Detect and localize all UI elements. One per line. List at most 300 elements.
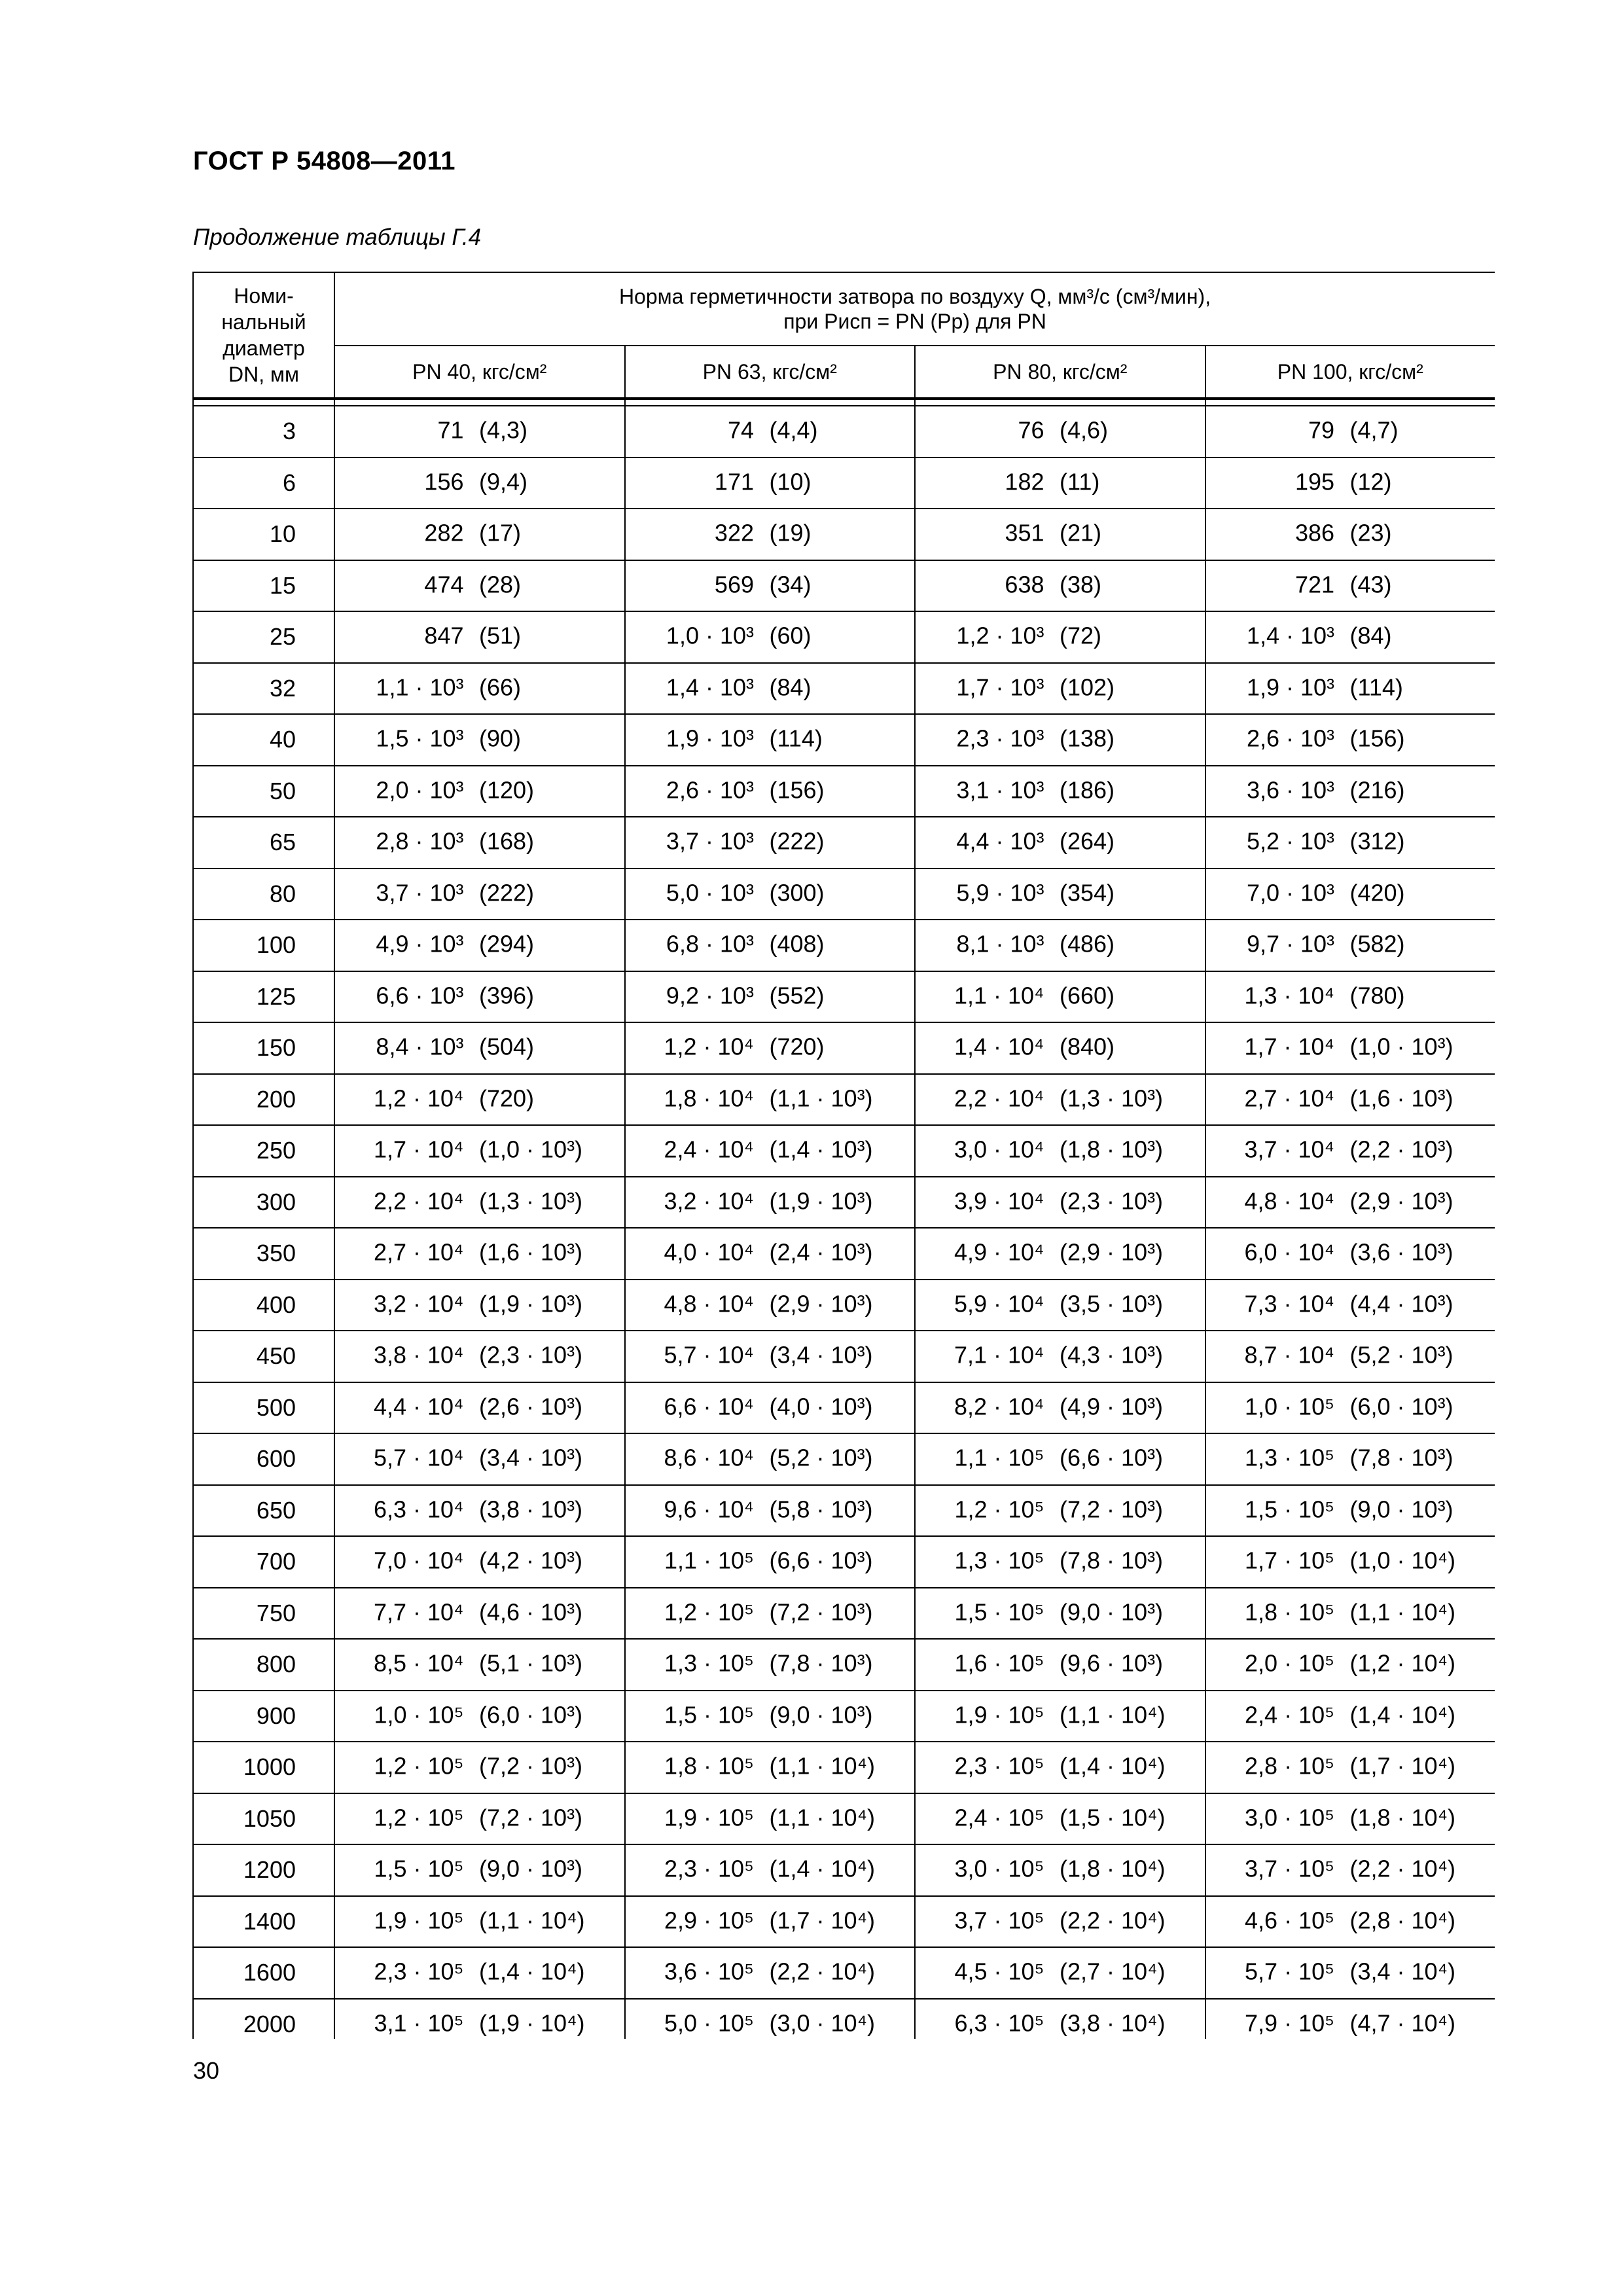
value-cell: [334, 663, 625, 715]
value-cell: [915, 1639, 1205, 1691]
leakage-cm3-per-min: (2,6 · 10³): [479, 1393, 583, 1420]
leakage-mm3-per-s: 9,7 · 10³: [1246, 930, 1335, 958]
leakage-cm3-per-min: (2,3 · 10³): [1060, 1187, 1164, 1215]
leakage-mm3-per-s: 1,2 · 10⁵: [954, 1496, 1044, 1523]
value-cell: [915, 663, 1205, 715]
leakage-cm3-per-min: (156): [1349, 725, 1405, 752]
leakage-mm3-per-s: 4,0 · 10⁴: [664, 1238, 754, 1266]
table-row: [193, 1742, 1495, 1793]
leakage-mm3-per-s: 2,8 · 10³: [376, 827, 464, 855]
leakage-mm3-per-s: 351: [1005, 519, 1044, 547]
leakage-mm3-per-s: 3,7 · 10³: [376, 879, 464, 906]
leakage-mm3-per-s: 1,6 · 10⁵: [954, 1649, 1044, 1677]
leakage-cm3-per-min: (28): [479, 571, 522, 598]
leakage-cm3-per-min: (216): [1349, 776, 1405, 804]
value-cell: [334, 1691, 625, 1742]
leakage-mm3-per-s: 8,4 · 10³: [376, 1033, 464, 1060]
leakage-cm3-per-min: (1,4 · 10⁴): [769, 1855, 876, 1882]
value-cell: [334, 1588, 625, 1640]
leakage-mm3-per-s: 1,9 · 10³: [666, 725, 754, 752]
leakage-cm3-per-min: (5,8 · 10³): [769, 1496, 873, 1523]
dn-cell: 750: [193, 1588, 334, 1640]
leakage-mm3-per-s: 8,6 · 10⁴: [664, 1444, 754, 1471]
leakage-cm3-per-min: (1,1 · 10⁴): [769, 1804, 876, 1831]
value-cell: [334, 920, 625, 971]
leakage-cm3-per-min: (1,5 · 10⁴): [1060, 1804, 1166, 1831]
leakage-cm3-per-min: (6,6 · 10³): [769, 1547, 873, 1574]
value-cell: [334, 869, 625, 920]
table-row: [193, 1125, 1495, 1177]
leakage-mm3-per-s: 1,5 · 10⁵: [374, 1855, 464, 1882]
leakage-cm3-per-min: (7,2 · 10³): [479, 1804, 583, 1831]
leakage-mm3-per-s: 2,3 · 10⁵: [664, 1855, 754, 1882]
value-cell: [625, 817, 916, 869]
leakage-cm3-per-min: (1,1 · 10⁴): [479, 1907, 585, 1934]
leakage-cm3-per-min: (4,6 · 10³): [479, 1598, 583, 1626]
dn-cell: 1400: [193, 1896, 334, 1948]
value-cell: [334, 1793, 625, 1845]
leakage-cm3-per-min: (5,2 · 10³): [1349, 1341, 1454, 1369]
leakage-cm3-per-min: (300): [769, 879, 825, 906]
leakage-mm3-per-s: 3,7 · 10⁵: [954, 1907, 1044, 1934]
value-cell: [915, 1999, 1205, 2039]
leakage-mm3-per-s: 1,5 · 10⁵: [1245, 1496, 1335, 1523]
leakage-mm3-per-s: 6,6 · 10⁴: [664, 1393, 754, 1420]
value-cell: [625, 457, 916, 509]
value-cell: [334, 457, 625, 509]
dn-cell: 600: [193, 1433, 334, 1485]
value-cell: [625, 611, 916, 663]
table-caption: Продолжение таблицы Г.4: [193, 224, 482, 250]
leakage-mm3-per-s: 2,3 · 10⁵: [954, 1752, 1044, 1780]
leakage-cm3-per-min: (9,0 · 10³): [1060, 1598, 1164, 1626]
leakage-cm3-per-min: (4,4): [769, 416, 818, 444]
table-row: [193, 1433, 1495, 1485]
dn-cell: 450: [193, 1331, 334, 1382]
document-code: ГОСТ Р 54808—2011: [193, 147, 455, 175]
value-cell: [625, 1022, 916, 1074]
dn-cell: 1050: [193, 1793, 334, 1845]
table-row: [193, 1536, 1495, 1588]
leakage-mm3-per-s: 1,9 · 10⁵: [954, 1701, 1044, 1729]
leakage-cm3-per-min: (3,5 · 10³): [1060, 1290, 1164, 1318]
leakage-cm3-per-min: (840): [1060, 1033, 1115, 1060]
value-cell: [625, 1125, 916, 1177]
leakage-mm3-per-s: 2,0 · 10⁵: [1245, 1649, 1335, 1677]
leakage-mm3-per-s: 3,6 · 10³: [1246, 776, 1335, 804]
leakage-mm3-per-s: 1,3 · 10⁵: [664, 1649, 754, 1677]
leakage-mm3-per-s: 2,9 · 10⁵: [664, 1907, 754, 1934]
leakage-mm3-per-s: 4,8 · 10⁴: [664, 1290, 754, 1318]
leakage-mm3-per-s: 1,8 · 10⁴: [664, 1085, 754, 1112]
value-cell: [334, 1896, 625, 1948]
value-cell: [625, 920, 916, 971]
leakage-mm3-per-s: 6,3 · 10⁴: [373, 1496, 464, 1523]
leakage-mm3-per-s: 7,0 · 10⁴: [373, 1547, 464, 1574]
leakage-mm3-per-s: 1,1 · 10⁵: [664, 1547, 754, 1574]
pn63-header: PN 63, кгс/см²: [625, 346, 916, 399]
value-cell: [1205, 1639, 1495, 1691]
value-cell: [915, 1588, 1205, 1640]
value-cell: [915, 1022, 1205, 1074]
dn-header-line: DN, мм: [228, 363, 299, 386]
page-number: 30: [193, 2057, 220, 2084]
value-cell: [1205, 1947, 1495, 1999]
leakage-mm3-per-s: 2,4 · 10⁵: [954, 1804, 1044, 1831]
value-cell: [915, 1331, 1205, 1382]
leakage-cm3-per-min: (3,4 · 10³): [479, 1444, 583, 1471]
value-cell: [334, 1485, 625, 1537]
leakage-cm3-per-min: (4,2 · 10³): [479, 1547, 583, 1574]
leakage-cm3-per-min: (720): [769, 1033, 825, 1060]
leakage-cm3-per-min: (4,4 · 10³): [1349, 1290, 1454, 1318]
leakage-cm3-per-min: (186): [1060, 776, 1115, 804]
leakage-mm3-per-s: 3,6 · 10⁵: [664, 1958, 754, 1985]
dn-cell: 100: [193, 920, 334, 971]
value-cell: [915, 1280, 1205, 1331]
value-cell: [1205, 663, 1495, 715]
dn-cell: 300: [193, 1177, 334, 1229]
leakage-mm3-per-s: 6,8 · 10³: [666, 930, 754, 958]
leakage-cm3-per-min: (60): [769, 622, 812, 649]
value-cell: [334, 1382, 625, 1434]
leakage-mm3-per-s: 5,0 · 10⁵: [664, 2009, 754, 2037]
dn-cell: 10: [193, 509, 334, 560]
value-cell: [334, 714, 625, 766]
leakage-mm3-per-s: 1,4 · 10⁴: [954, 1033, 1044, 1060]
leakage-mm3-per-s: 1,3 · 10⁵: [954, 1547, 1044, 1574]
leakage-mm3-per-s: 8,2 · 10⁴: [954, 1393, 1044, 1420]
value-cell: [1205, 1433, 1495, 1485]
leakage-mm3-per-s: 1,2 · 10⁴: [373, 1085, 464, 1112]
leakage-mm3-per-s: 1,1 · 10³: [376, 673, 464, 701]
dn-cell: 200: [193, 1074, 334, 1126]
value-cell: [625, 869, 916, 920]
value-cell: [334, 1639, 625, 1691]
leakage-cm3-per-min: (1,9 · 10⁴): [479, 2009, 585, 2037]
value-cell: [915, 1793, 1205, 1845]
leakage-mm3-per-s: 3,7 · 10⁵: [1245, 1855, 1335, 1882]
leakage-mm3-per-s: 7,3 · 10⁴: [1244, 1290, 1335, 1318]
leakage-mm3-per-s: 3,7 · 10⁴: [1244, 1136, 1335, 1163]
leakage-mm3-per-s: 4,9 · 10³: [376, 930, 464, 958]
value-cell: [625, 1844, 916, 1896]
value-cell: [915, 509, 1205, 560]
value-cell: [915, 1691, 1205, 1742]
table-row: [193, 869, 1495, 920]
value-cell: [915, 971, 1205, 1023]
leakage-cm3-per-min: (66): [479, 673, 522, 701]
leakage-mm3-per-s: 1,5 · 10³: [376, 725, 464, 752]
leakage-mm3-per-s: 1,2 · 10⁵: [374, 1752, 464, 1780]
leakage-cm3-per-min: (2,9 · 10³): [1349, 1187, 1454, 1215]
leakage-cm3-per-min: (168): [479, 827, 535, 855]
leakage-cm3-per-min: (396): [479, 982, 535, 1009]
leakage-cm3-per-min: (7,8 · 10³): [1349, 1444, 1454, 1471]
table-row: [193, 1999, 1495, 2039]
leakage-mm3-per-s: 4,5 · 10⁵: [954, 1958, 1044, 1985]
leakage-cm3-per-min: (1,9 · 10³): [769, 1187, 873, 1215]
leakage-mm3-per-s: 171: [714, 468, 754, 495]
leakage-cm3-per-min: (1,4 · 10⁴): [1349, 1701, 1456, 1729]
leakage-mm3-per-s: 3,1 · 10⁵: [374, 2009, 464, 2037]
value-cell: [625, 1536, 916, 1588]
leakage-cm3-per-min: (90): [479, 725, 522, 752]
value-cell: [915, 560, 1205, 612]
leakage-cm3-per-min: (9,0 · 10³): [479, 1855, 583, 1882]
leakage-cm3-per-min: (84): [769, 673, 812, 701]
leakage-cm3-per-min: (7,8 · 10³): [1060, 1547, 1164, 1574]
leakage-mm3-per-s: 2,8 · 10⁵: [1245, 1752, 1335, 1780]
leakage-mm3-per-s: 3,0 · 10⁵: [954, 1855, 1044, 1882]
leakage-cm3-per-min: (2,3 · 10³): [479, 1341, 583, 1369]
leakage-mm3-per-s: 1,7 · 10³: [956, 673, 1044, 701]
value-cell: [1205, 1228, 1495, 1280]
leakage-mm3-per-s: 474: [424, 571, 464, 598]
value-cell: [915, 1947, 1205, 1999]
leakage-mm3-per-s: 3,9 · 10⁴: [954, 1187, 1044, 1215]
leakage-cm3-per-min: (102): [1060, 673, 1115, 701]
leakage-cm3-per-min: (1,4 · 10⁴): [479, 1958, 585, 1985]
leakage-cm3-per-min: (3,6 · 10³): [1349, 1238, 1454, 1266]
leakage-cm3-per-min: (3,8 · 10³): [479, 1496, 583, 1523]
leakage-mm3-per-s: 74: [727, 416, 754, 444]
value-cell: [334, 406, 625, 457]
leakage-mm3-per-s: 1,7 · 10⁴: [1244, 1033, 1335, 1060]
dn-cell: 250: [193, 1125, 334, 1177]
pn80-header: PN 80, кгс/см²: [915, 346, 1205, 399]
value-cell: [915, 1536, 1205, 1588]
leakage-mm3-per-s: 5,9 · 10⁴: [954, 1290, 1044, 1318]
table-row: [193, 1639, 1495, 1691]
leakage-mm3-per-s: 5,2 · 10³: [1246, 827, 1335, 855]
leakage-cm3-per-min: (1,1 · 10⁴): [1349, 1598, 1456, 1626]
value-cell: [1205, 817, 1495, 869]
value-cell: [334, 1999, 625, 2039]
table-row: [193, 1382, 1495, 1434]
value-cell: [625, 1280, 916, 1331]
table-row: [193, 406, 1495, 457]
table-row: [193, 1022, 1495, 1074]
table-row: [193, 611, 1495, 663]
leakage-cm3-per-min: (114): [1349, 673, 1403, 701]
leakage-mm3-per-s: 1,2 · 10⁵: [374, 1804, 464, 1831]
value-cell: [334, 817, 625, 869]
value-cell: [625, 663, 916, 715]
value-cell: [334, 971, 625, 1023]
value-cell: [1205, 457, 1495, 509]
leakage-cm3-per-min: (354): [1060, 879, 1115, 906]
leakage-cm3-per-min: (2,9 · 10³): [769, 1290, 873, 1318]
table-body: [193, 406, 1495, 2039]
leakage-cm3-per-min: (3,8 · 10⁴): [1060, 2009, 1166, 2037]
value-cell: [625, 509, 916, 560]
leakage-mm3-per-s: 847: [424, 622, 464, 649]
value-cell: [334, 1280, 625, 1331]
leakage-cm3-per-min: (17): [479, 519, 522, 547]
leakage-mm3-per-s: 5,9 · 10³: [956, 879, 1044, 906]
value-cell: [1205, 1588, 1495, 1640]
leakage-cm3-per-min: (4,7 · 10⁴): [1349, 2009, 1456, 2037]
leakage-mm3-per-s: 1,1 · 10⁵: [954, 1444, 1044, 1471]
leakage-cm3-per-min: (1,4 · 10⁴): [1060, 1752, 1166, 1780]
leakage-mm3-per-s: 2,7 · 10⁴: [373, 1238, 464, 1266]
value-cell: [1205, 560, 1495, 612]
leakage-cm3-per-min: (9,4): [479, 468, 528, 495]
leakage-mm3-per-s: 5,0 · 10³: [666, 879, 754, 906]
leakage-cm3-per-min: (1,1 · 10³): [769, 1085, 873, 1112]
leakage-cm3-per-min: (1,6 · 10³): [1349, 1085, 1454, 1112]
leakage-cm3-per-min: (9,0 · 10³): [769, 1701, 873, 1729]
dn-cell: 3: [193, 406, 334, 457]
pn40-header: PN 40, кгс/см²: [334, 346, 625, 399]
leakage-cm3-per-min: (10): [769, 468, 812, 495]
table-row: [193, 1896, 1495, 1948]
value-cell: [625, 1691, 916, 1742]
dn-cell: 65: [193, 817, 334, 869]
value-cell: [334, 509, 625, 560]
leakage-mm3-per-s: 638: [1005, 571, 1044, 598]
value-cell: [625, 1485, 916, 1537]
leakage-cm3-per-min: (420): [1349, 879, 1405, 906]
leakage-mm3-per-s: 1,0 · 10⁵: [374, 1701, 464, 1729]
value-cell: [1205, 1485, 1495, 1537]
leakage-cm3-per-min: (7,2 · 10³): [769, 1598, 873, 1626]
leakage-cm3-per-min: (72): [1060, 622, 1102, 649]
leakage-cm3-per-min: (34): [769, 571, 812, 598]
leakage-cm3-per-min: (1,3 · 10³): [1060, 1085, 1164, 1112]
value-cell: [334, 1177, 625, 1229]
value-cell: [1205, 1177, 1495, 1229]
leakage-cm3-per-min: (21): [1060, 519, 1102, 547]
leakage-mm3-per-s: 3,0 · 10⁴: [954, 1136, 1044, 1163]
leakage-mm3-per-s: 1,7 · 10⁵: [1245, 1547, 1335, 1574]
leakage-mm3-per-s: 4,8 · 10⁴: [1244, 1187, 1335, 1215]
table-row: [193, 920, 1495, 971]
value-cell: [1205, 869, 1495, 920]
value-cell: [1205, 509, 1495, 560]
leakage-mm3-per-s: 2,3 · 10⁵: [374, 1958, 464, 1985]
leakage-mm3-per-s: 182: [1005, 468, 1044, 495]
table-row: [193, 817, 1495, 869]
leakage-cm3-per-min: (1,4 · 10³): [769, 1136, 873, 1163]
table-row: [193, 1588, 1495, 1640]
leakage-cm3-per-min: (4,7): [1349, 416, 1399, 444]
leakage-cm3-per-min: (84): [1349, 622, 1392, 649]
leakage-mm3-per-s: 1,3 · 10⁴: [1244, 982, 1335, 1009]
value-cell: [625, 1588, 916, 1640]
value-cell: [915, 920, 1205, 971]
leakage-cm3-per-min: (7,8 · 10³): [769, 1649, 873, 1677]
leakage-cm3-per-min: (1,3 · 10³): [479, 1187, 583, 1215]
value-cell: [334, 611, 625, 663]
leakage-cm3-per-min: (6,6 · 10³): [1060, 1444, 1164, 1471]
leakage-mm3-per-s: 1,0 · 10³: [666, 622, 754, 649]
leakage-cm3-per-min: (3,4 · 10³): [769, 1341, 873, 1369]
leakage-cm3-per-min: (1,2 · 10⁴): [1349, 1649, 1456, 1677]
leakage-mm3-per-s: 6,6 · 10³: [376, 982, 464, 1009]
leakage-cm3-per-min: (6,0 · 10³): [479, 1701, 583, 1729]
table-row: [193, 1844, 1495, 1896]
value-cell: [334, 1074, 625, 1126]
leakage-cm3-per-min: (7,2 · 10³): [1060, 1496, 1164, 1523]
table-row: [193, 560, 1495, 612]
pn100-header: PN 100, кгс/см²: [1205, 346, 1495, 399]
leakage-cm3-per-min: (1,7 · 10⁴): [1349, 1752, 1456, 1780]
value-cell: [625, 766, 916, 817]
leakage-mm3-per-s: 79: [1308, 416, 1335, 444]
leakage-cm3-per-min: (4,3 · 10³): [1060, 1341, 1164, 1369]
value-cell: [1205, 1280, 1495, 1331]
leakage-mm3-per-s: 3,1 · 10³: [956, 776, 1044, 804]
leakage-mm3-per-s: 2,7 · 10⁴: [1244, 1085, 1335, 1112]
leakage-cm3-per-min: (3,0 · 10⁴): [769, 2009, 876, 2037]
value-cell: [1205, 406, 1495, 457]
value-cell: [1205, 1536, 1495, 1588]
leakage-mm3-per-s: 1,2 · 10⁵: [664, 1598, 754, 1626]
table-row: [193, 1331, 1495, 1382]
value-cell: [915, 817, 1205, 869]
leakage-cm3-per-min: (5,2 · 10³): [769, 1444, 873, 1471]
dn-cell: 1200: [193, 1844, 334, 1896]
leakage-mm3-per-s: 721: [1294, 571, 1335, 598]
leakage-mm3-per-s: 1,4 · 10³: [1246, 622, 1335, 649]
norm-header: [334, 272, 1495, 346]
leakage-cm3-per-min: (43): [1349, 571, 1392, 598]
norm-header-line2: при Pисп = PN (Pр) для PN: [783, 310, 1046, 334]
table-row: [193, 457, 1495, 509]
value-cell: [625, 1433, 916, 1485]
leakage-cm3-per-min: (11): [1060, 468, 1100, 495]
value-cell: [1205, 1844, 1495, 1896]
dn-header-line: диаметр: [223, 336, 305, 360]
leakage-cm3-per-min: (1,0 · 10⁴): [1349, 1547, 1456, 1574]
value-cell: [334, 1228, 625, 1280]
leakage-mm3-per-s: 7,0 · 10³: [1246, 879, 1335, 906]
dn-cell: 500: [193, 1382, 334, 1434]
value-cell: [625, 1896, 916, 1948]
value-cell: [625, 1074, 916, 1126]
leakage-cm3-per-min: (23): [1349, 519, 1392, 547]
table-row: [193, 1280, 1495, 1331]
value-cell: [1205, 920, 1495, 971]
value-cell: [625, 714, 916, 766]
value-cell: [915, 869, 1205, 920]
leakage-cm3-per-min: (486): [1060, 930, 1115, 958]
leakage-cm3-per-min: (4,3): [479, 416, 528, 444]
leakage-cm3-per-min: (114): [769, 725, 823, 752]
leakage-cm3-per-min: (2,7 · 10⁴): [1060, 1958, 1166, 1985]
dn-cell: 150: [193, 1022, 334, 1074]
dn-header-line: Номи-: [234, 284, 294, 308]
value-cell: [915, 1382, 1205, 1434]
dn-cell: 6: [193, 457, 334, 509]
dn-cell: 125: [193, 971, 334, 1023]
leakage-mm3-per-s: 2,2 · 10⁴: [373, 1187, 464, 1215]
value-cell: [625, 971, 916, 1023]
leakage-mm3-per-s: 569: [714, 571, 754, 598]
leakage-mm3-per-s: 5,7 · 10⁴: [373, 1444, 464, 1471]
leakage-mm3-per-s: 4,4 · 10⁴: [373, 1393, 464, 1420]
leakage-mm3-per-s: 4,9 · 10⁴: [954, 1238, 1044, 1266]
leakage-mm3-per-s: 2,4 · 10⁵: [1245, 1701, 1335, 1729]
leakage-mm3-per-s: 8,5 · 10⁴: [373, 1649, 464, 1677]
leakage-cm3-per-min: (2,8 · 10⁴): [1349, 1907, 1456, 1934]
leakage-cm3-per-min: (1,1 · 10⁴): [1060, 1701, 1166, 1729]
value-cell: [915, 406, 1205, 457]
value-cell: [625, 1331, 916, 1382]
value-cell: [1205, 766, 1495, 817]
